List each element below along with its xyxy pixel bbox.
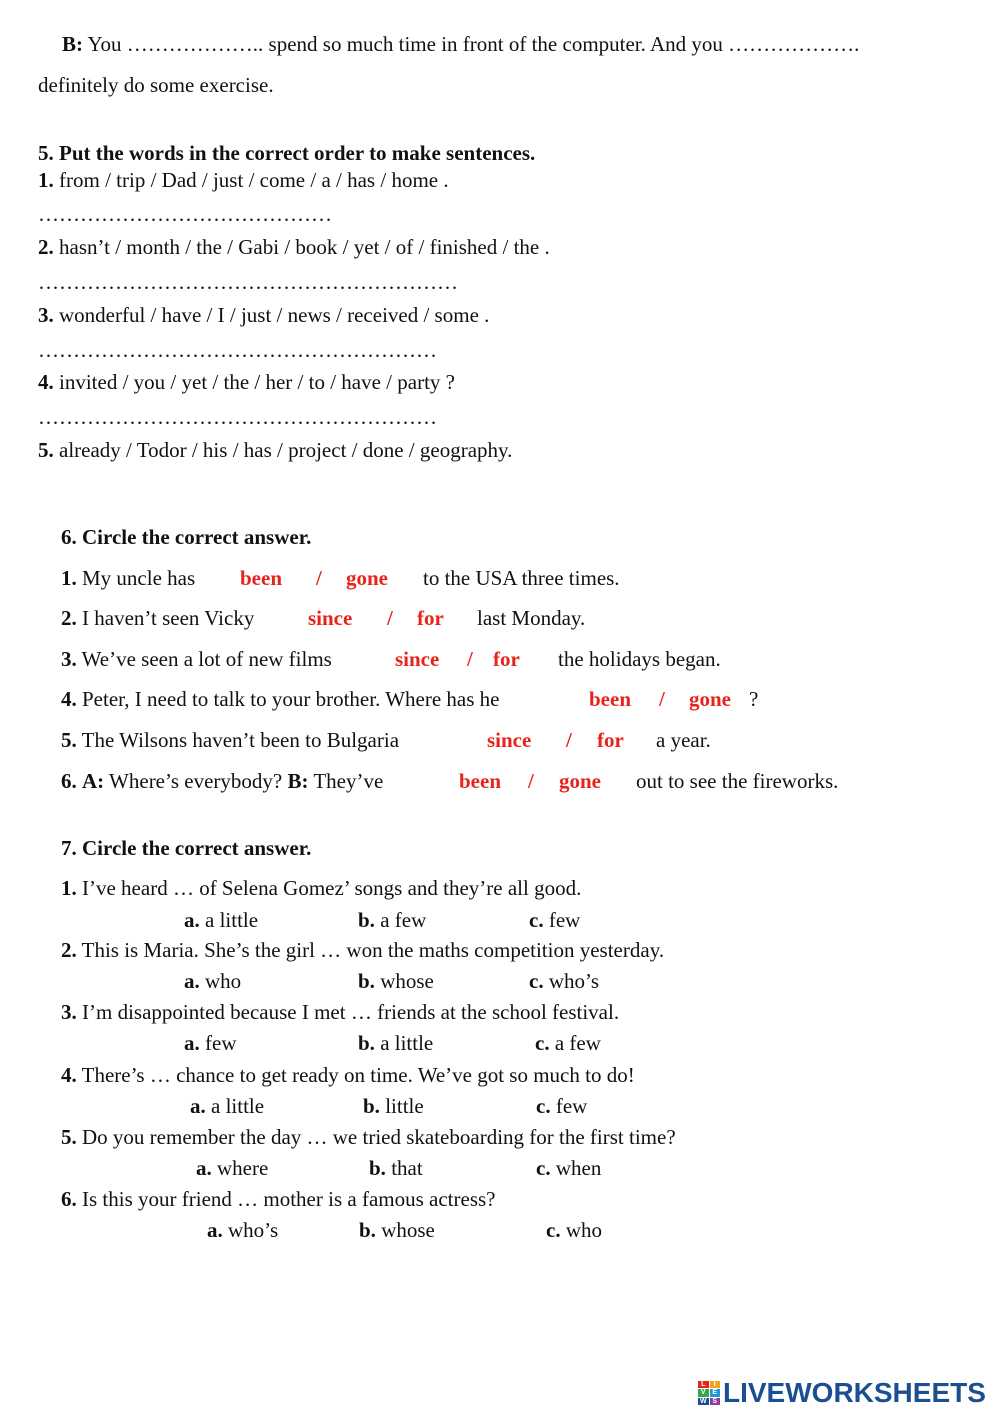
ex6-item-1-stem: 1. My uncle has	[61, 566, 196, 590]
ex6-item-6-option-b[interactable]: gone	[559, 769, 601, 793]
ex6-item-2-option-a[interactable]: since	[308, 606, 353, 630]
dialogue-line	[62, 34, 859, 55]
ex6-item-5-rest: a year.	[656, 728, 711, 752]
ex6-item-5-option-b[interactable]: for	[597, 728, 624, 752]
liveworksheets-logo-text: LIVEWORKSHEETS	[723, 1377, 986, 1408]
ex7-q2-option-c[interactable]: c. who’s	[529, 969, 600, 993]
ex7-q4-option-b[interactable]: b. little	[363, 1094, 424, 1118]
exercise-7-title: 7. Circle the correct answer.	[61, 836, 312, 860]
ex5-item-4: 4. invited / you / yet / the / her / to / have / party ?	[38, 370, 455, 394]
ex6-item-1-option-b[interactable]: gone	[346, 566, 388, 590]
ex6-item-2-option-b[interactable]: for	[417, 606, 444, 630]
ex6-item-5-option-a[interactable]: since	[487, 728, 532, 752]
ex7-question-5: 5. Do you remember the day … we tried skateboarding for the first time?	[61, 1125, 676, 1149]
ex6-item-2-stem: 2. I haven’t seen Vicky	[61, 606, 255, 630]
ex5-answer-blank-3[interactable]: …………………………………………………	[38, 338, 437, 362]
ex6-item-2-separator: /	[387, 606, 393, 630]
exercise-6-title: 6. Circle the correct answer.	[61, 525, 312, 549]
ex6-item-3-stem: 3. We’ve seen a lot of new films	[61, 647, 332, 671]
ex5-answer-blank-4[interactable]: …………………………………………………	[38, 405, 437, 429]
ex6-item-4-option-b[interactable]: gone	[689, 687, 731, 711]
ex6-item-6-stem: 6. A: Where’s everybody? B: They’ve	[61, 769, 384, 793]
ex6-item-3-rest: the holidays began.	[558, 647, 721, 671]
ex7-question-3: 3. I’m disappointed because I met … friends at the school festival.	[61, 1000, 620, 1024]
ex7-q3-option-a[interactable]: a. few	[184, 1031, 237, 1055]
ex7-q1-option-c[interactable]: c. few	[529, 908, 581, 932]
ex6-item-1-rest: to the USA three times.	[423, 566, 620, 590]
ex7-q5-option-b[interactable]: b. that	[369, 1156, 423, 1180]
ex7-q3-option-c[interactable]: c. a few	[535, 1031, 601, 1055]
ex6-item-5-separator: /	[566, 728, 572, 752]
ex7-question-6: 6. Is this your friend … mother is a famous actress?	[61, 1187, 496, 1211]
ex7-q6-option-b[interactable]: b. whose	[359, 1218, 435, 1242]
ex5-answer-blank-2[interactable]: ……………………………………………………	[38, 270, 458, 294]
ex6-item-6-separator: /	[528, 769, 534, 793]
ex7-q3-option-b[interactable]: b. a little	[358, 1031, 434, 1055]
ex6-item-4-rest: ?	[749, 687, 759, 711]
ex7-q1-option-a[interactable]: a. a little	[184, 908, 259, 932]
ex6-item-3-separator: /	[467, 647, 473, 671]
ex6-item-2-rest: last Monday.	[477, 606, 586, 630]
ex7-question-4: 4. There’s … chance to get ready on time. We’ve got so much to do!	[61, 1063, 635, 1087]
ex7-q4-option-a[interactable]: a. a little	[190, 1094, 265, 1118]
ex6-item-5-stem: 5. The Wilsons haven’t been to Bulgaria	[61, 728, 400, 752]
ex5-item-5: 5. already / Todor / his / has / project / done / geography.	[38, 438, 513, 462]
ex7-q5-option-c[interactable]: c. when	[536, 1156, 602, 1180]
ex7-question-2: 2. This is Maria. She’s the girl … won the maths competition yesterday.	[61, 938, 665, 962]
ex7-q5-option-a[interactable]: a. where	[196, 1156, 269, 1180]
ex6-item-6-rest: out to see the fireworks.	[636, 769, 839, 793]
ex6-item-3-option-b[interactable]: for	[493, 647, 520, 671]
ex7-q1-option-b[interactable]: b. a few	[358, 908, 427, 932]
ex7-q6-option-c[interactable]: c. who	[546, 1218, 602, 1242]
ex7-q4-option-c[interactable]: c. few	[536, 1094, 588, 1118]
ex6-item-4-separator: /	[659, 687, 665, 711]
ex6-item-4-option-a[interactable]: been	[589, 687, 631, 711]
liveworksheets-logo	[698, 1378, 986, 1408]
ex7-question-1: 1. I’ve heard … of Selena Gomez’ songs and they’re all good.	[61, 876, 582, 900]
liveworksheets-logo-icon: L I V E W S	[698, 1381, 720, 1405]
ex7-q6-option-a[interactable]: a. who’s	[207, 1218, 279, 1242]
dialogue-continuation: definitely do some exercise.	[38, 73, 274, 97]
ex6-item-4-stem: 4. Peter, I need to talk to your brother. Where has he	[61, 687, 500, 711]
speaker-label: B:	[62, 32, 83, 56]
exercise-5-title: 5. Put the words in the correct order to make sentences.	[38, 141, 536, 165]
ex6-item-1-separator: /	[316, 566, 322, 590]
ex6-item-1-option-a[interactable]: been	[240, 566, 282, 590]
ex7-q2-option-b[interactable]: b. whose	[358, 969, 434, 993]
ex6-item-6-option-a[interactable]: been	[459, 769, 501, 793]
dialogue-text: You ……………….. spend so much time in front of the computer. And you ……………….	[87, 32, 860, 56]
ex5-item-1: 1. from / trip / Dad / just / come / a / has / home .	[38, 168, 449, 192]
ex5-answer-blank-1[interactable]: ……………………………………	[38, 202, 332, 226]
ex5-item-3: 3. wonderful / have / I / just / news / received / some .	[38, 303, 490, 327]
ex6-item-3-option-a[interactable]: since	[395, 647, 440, 671]
ex7-q2-option-a[interactable]: a. who	[184, 969, 242, 993]
ex5-item-2: 2. hasn’t / month / the / Gabi / book / yet / of / finished / the .	[38, 235, 550, 259]
